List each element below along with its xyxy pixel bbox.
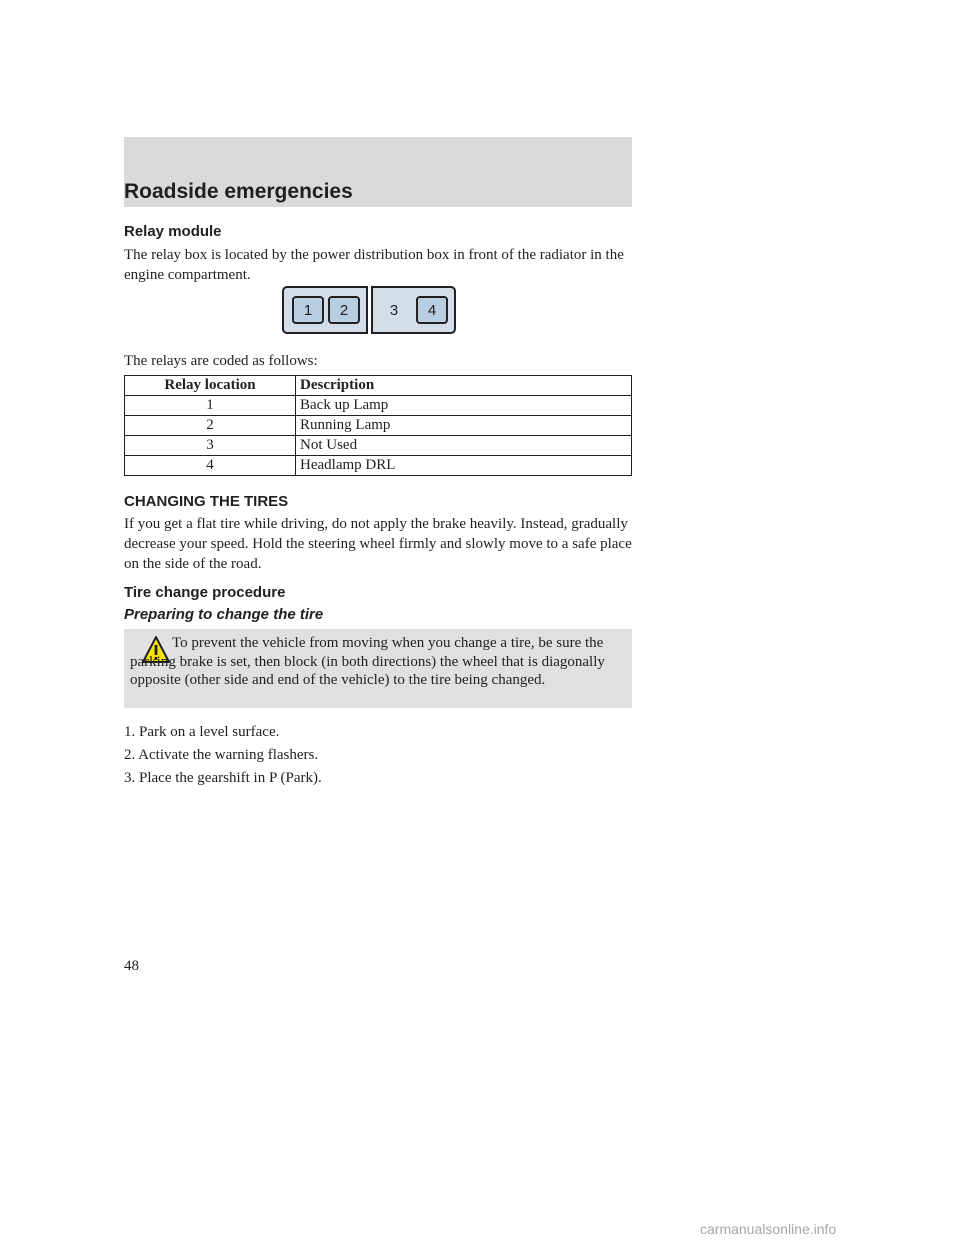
- relay-slot-1: 1: [292, 296, 324, 324]
- relay-module-intro: The relay box is located by the power distribution box in front of the radiator in the engine compartment.: [124, 247, 624, 283]
- procedure-heading: Tire change procedure: [124, 584, 286, 601]
- watermark: carmanualsonline.info: [700, 1221, 837, 1237]
- relay-box-divider: [368, 286, 371, 334]
- page-title: Roadside emergencies: [124, 180, 353, 203]
- table-row: [125, 416, 632, 436]
- relay-table: [124, 375, 632, 476]
- step-item: 1. Park on a level surface.: [124, 724, 280, 740]
- table-cell-description: Not Used: [296, 436, 632, 456]
- relay-table-intro: The relays are coded as follows:: [124, 353, 318, 369]
- table-row: [125, 456, 632, 476]
- table-cell-description: Headlamp DRL: [296, 456, 632, 476]
- warning-text: To prevent the vehicle from moving when you change a tire, be sure the parking brake is set, then block (in both directions) the wheel that is diagonally opposite (other side and end of the vehicle) to the tire being changed.: [130, 635, 605, 688]
- table-header-row: [125, 376, 632, 396]
- relay-module-heading: Relay module: [124, 223, 222, 240]
- procedure-subheading: Preparing to change the tire: [124, 606, 324, 623]
- changing-tires-paragraph: If you get a flat tire while driving, do not apply the brake heavily. Instead, gradually decrease your speed. Hold the steering wheel firmly and slowly move to a safe place on the side of the road.: [124, 516, 632, 572]
- table-header-location: Relay location: [125, 376, 296, 396]
- table-cell-location: 2: [125, 416, 296, 436]
- step-item: 2. Activate the warning flashers.: [124, 747, 319, 763]
- table-cell-location: 1: [125, 396, 296, 416]
- table-row: [125, 436, 632, 456]
- page-number: 48: [124, 958, 139, 974]
- table-row: [125, 396, 632, 416]
- changing-tires-heading: CHANGING THE TIRES: [124, 493, 289, 510]
- table-cell-description: Back up Lamp: [296, 396, 632, 416]
- table-cell-location: 4: [125, 456, 296, 476]
- table-cell-description: Running Lamp: [296, 416, 632, 436]
- relay-slot-2: 2: [328, 296, 360, 324]
- relay-slot-3: 3: [389, 301, 399, 319]
- step-item: 3. Place the gearshift in P (Park).: [124, 770, 322, 786]
- table-cell-location: 3: [125, 436, 296, 456]
- table-header-description: Description: [296, 376, 632, 396]
- relay-slot-4: 4: [416, 296, 448, 324]
- relay-box-diagram: [282, 286, 456, 334]
